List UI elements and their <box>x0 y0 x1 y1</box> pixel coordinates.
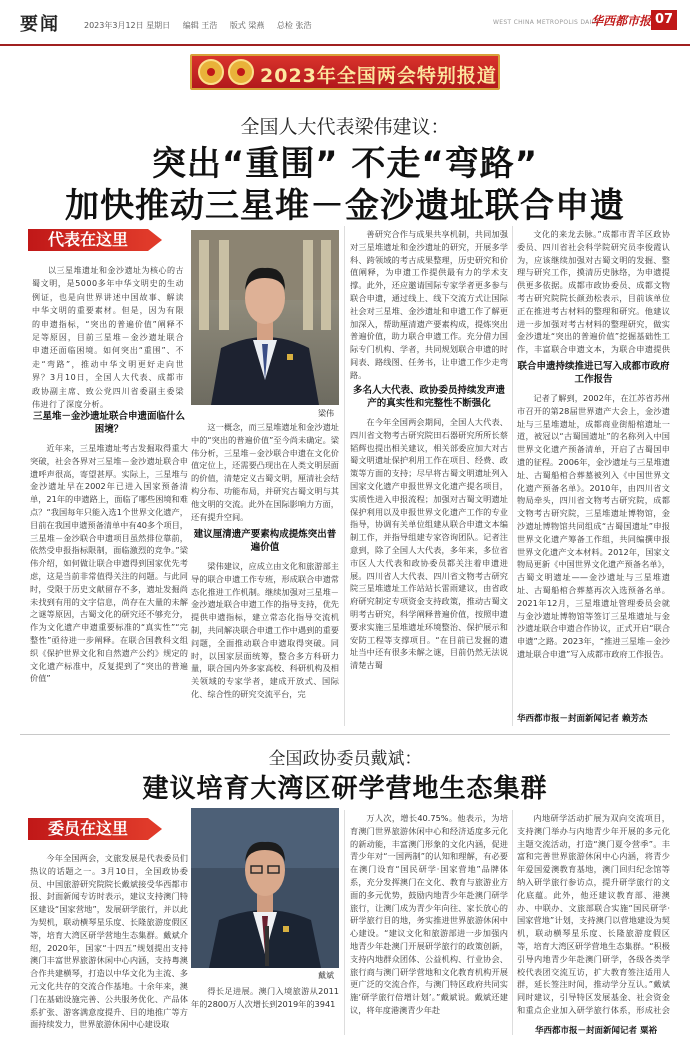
story1-col4-body2: 记者了解到，2002年，在江苏省苏州市召开的第28届世界遗产大会上，金沙遗址与三星堆遗址，成都商业街船棺遗址一道，被冠以“古蜀国遗址”的名称列入中国世界文化遗产预备清单，开启了古蜀国申遗的征程。2006年，金沙遗址与三星堆遗址、古蜀船棺合葬墓被列入《中国世界文化遗产预备名单》。2010年，由四川省文物局牵头，四川省文物考古研究院，成都文物考古研究院，三星堆遗址博物馆，金沙遗址博物馆共同组成“古蜀国遗址”申报世界文化遗产筹备工作组，共同编撰申报世界文化遗产文本材料。2012年，国家文物局更新《中国世界文化遗产预备名单》，古蜀文明遗址——金沙遗址与三星堆遗址、古蜀船棺合葬墓再次入选预备名单。2021年12月，三星堆遗址管理委员会就与金沙遗址博物馆等签订三星堆遗址与金沙遗址联合申遗合作协议，正式开启“联合申遗”之路。2023年，“推进三星堆－金沙遗址联合申遗”写入成都市政府工作报告。 <box>517 393 670 659</box>
dai-bin-photo-caption: 戴斌 <box>318 971 334 980</box>
issue-date: 2023年3月12日 星期日 <box>84 21 171 30</box>
story1-lead: 以三星堆遗址和金沙遗址为核心的古蜀文明，是5000多年中华文明史的生动例证，也是向世界讲述中国故事、解读中华文明的重要素材。但是，因为有限的申遗指标，“突出的普遍价值”阐释不足等原因，目前三星堆－金沙遗址联合申遗还面临困境。如何突出“重围”、不走“弯路”，推动中华文明更好走向世界？3月10日，全国人大代表、成都市政协副主席、致公党四川省委副主委梁伟进行了深度分析。 <box>32 266 184 410</box>
column-rule <box>344 810 345 1035</box>
banner-title: 2023年全国两会特别报道 <box>260 65 497 87</box>
story2-col4-body: 内地研学活动扩展为双向交流项目，支持澳门举办与内地青少年开展的多元化主题交流活动，打造“澳门夏令营季”。丰富和完善世界旅游休闲中心内涵，将青少年爱国爱澳教育基地，澳门回归纪念馆等纳入研学旅行参访点，提升研学旅行的文化底蕴。此外，他还建议教育部、港澳办、中联办、文旅部联合实施“国民研学·国家营地”计划，支持澳门以营地建设为契机，联动横琴星乐度、长隆旅游度假区等，培育大湾区研学营地生态集群。“积极引导内地青少年赴澳门研学，各级各类学校代表团交流互访，扩大教育签注适用人群，延长签注时间，推动学分互认。”戴斌同时建议，引导特区发展基金、社会资金和重点企业加入研学旅行体系，形成社会 <box>517 813 670 1015</box>
story2-byline: 华西都市报－封面新闻记者 粟裕 <box>535 1026 657 1036</box>
page-number: 07 <box>651 10 677 30</box>
dai-bin-photo <box>191 808 339 968</box>
story1-col2-body2: 梁伟建议，应成立由文化和旅游部主导的联合申遗工作专班，形成联合申遗常态化推进工作机制。继续加强对三星堆－金沙遗址联合申遗工作的指导支持，优先提供申遗指标，建立常态化指导交流机制，共同解决联合申遗工作中遇到的重要问题，全面推动联合申遗取得突破。同时，以国家层面统筹，整合多方科研力量，联合国内外多家高校、科研机构及相关领域的专家学者，建成开放式、国际化、综合性的研究交流平台，完 <box>191 561 339 699</box>
national-emblem-icon <box>198 59 224 85</box>
story2-headline: 建议培育大湾区研学营地生态集群 <box>142 774 548 804</box>
story1-col2-body: 这一概念，而三星堆遗址和金沙遗址中的“突出的普遍价值”至今尚未确定。梁伟分析，三星堆－金沙联合申遗在文化价值定位上，还需要凸现出在人类文明层面的价值，清楚定义古蜀文明，厘清社会结构分布、功能布局，并研究古蜀文明与其他文明的交流。此外在国际影响力方面，还有提升空间。 <box>191 422 339 522</box>
page-header <box>0 0 690 46</box>
story1-headline-line1: 突出“重围” 不走“弯路” <box>151 144 539 184</box>
column-rule <box>344 226 345 726</box>
story1-subhead-2: 建议厘清遗产要素构成提炼突出普遍价值 <box>193 529 337 553</box>
section-name: 要闻 <box>20 14 60 35</box>
story1-byline: 华西都市报－封面新闻记者 赖芳杰 <box>517 714 648 724</box>
editor-credit: 编辑 王浩 <box>182 21 218 30</box>
story1-headline-line2: 加快推动三星堆－金沙遗址联合申遗 <box>65 186 625 226</box>
liang-wei-photo <box>191 230 339 405</box>
story2-section-label: 委员在这里 <box>28 818 148 840</box>
paper-logo: 华西都市报 <box>591 14 652 28</box>
story2-kicker: 全国政协委员戴斌： <box>268 749 422 769</box>
issue-meta <box>84 20 321 31</box>
cppcc-emblem-icon <box>228 59 254 85</box>
story1-kicker: 全国人大代表梁伟建议： <box>240 116 450 138</box>
column-rule <box>512 810 513 1035</box>
paper-english-name: WEST CHINA METROPOLIS DAILY <box>493 19 599 26</box>
designer-credit: 版式 梁燕 <box>229 21 265 30</box>
story1-subhead-3: 多名人大代表、政协委员持续发声遗产的真实性和完整性不断强化 <box>352 385 505 409</box>
story-divider <box>20 734 670 735</box>
special-report-banner <box>190 54 500 90</box>
story1-subhead-4: 联合申遗持续推进已写入成都市政府工作报告 <box>517 361 670 385</box>
story1-col3-body: 善研究合作与成果共享机制，共同加强对三星堆遗址和金沙遗址的研究，开展多学科、跨领域的考古成果整理，历史研究和价值阐释，为申遗工作提供最有力的学术支撑。此外，还应邀请国际专家学者更多参与联合申遗，通过线上、线下交流方式让国际社会对三星堆、金沙遗址和申遗工作了解更加深入，帮助厘清遗产要素构成，提炼突出普遍价值，助力联合申遗工作。充分借力国际专门机构、学者，共同规划联合申遗的时间表、路线图、任务书，让申遗工作少走弯路。 <box>350 229 508 380</box>
story1-col1-body: 近年来，三星堆遗址考古发掘取得重大突破，社会各界对三星堆－金沙遗址联合申遗呼声很高，寄望甚厚。实际上，三星堆与金沙遗址早在2002年已进入国家预备清单，21年的申遗路上，面临了哪些困境和难点？“我国每年只能入选1个世界文化遗产，目前在我国申遗预备清单中有40多个项目，三星堆－金沙联合申遗项目虽然排位靠前，依然受申报指标限制，面临激烈的竞争。”梁伟介绍，如何做让联合申遗得到国家优先考虑，这是当前非常值得关注的问题。与此同时，受限于历史文献留存不多，遗址发掘尚未找到有用的文字信息，尚存在大量的未解之谜等原因，古蜀文化的研究还不够充分，作为文化遗产申遗重要标准的“真实性”“完整性”亟待进一步阐释。在联合国教科文组织《保护世界文化和自然遗产公约》规定的文化遗产标准中，反复提到了“突出的普遍价值” <box>30 443 188 684</box>
story1-subhead-1: 三星堆－金沙遗址联合申遗面临什么困境？ <box>32 411 185 435</box>
story2-col2-body: 得长足进展。澳门入境旅游从2011年的2800万人次增长到2019年的3941 <box>191 986 339 1009</box>
story1-col4-body: 文化的来龙去脉。”成都市青羊区政协委员、四川省社会科学院研究员李俊霞认为，应该继续加强对古蜀文明的发掘、整理与研究工作，摸清历史脉络，为申遗提供更多依据。成都市政协委员、成都文物考古研究院院长颜劲松表示，目前该单位正在推进考古材料的整理和研究。他建议进一步加强对考古材料的整理研究，做实金沙遗址“突出的普遍价值”挖掘基础性工作，丰富联合申遗文本，为联合申遗提供 <box>517 229 670 354</box>
column-rule <box>512 226 513 726</box>
story2-col3-body: 万人次，增长40.75%。他表示，为培育澳门世界旅游休闲中心和经济适度多元化的新动能，丰富澳门形象的文化内涵，促进青少年对“一国两制”的认知和理解，有必要在澳门设育“国民研学·国家营地”品牌体系，充分发挥澳门在文化、教育与旅游业方面的多元优势，鼓励内地青少年赴澳门研学旅行，让澳门成为青少年向往、家长放心的研学旅行目的地，务实推进世界旅游休闲中心建设。“建议文化和旅游部进一步加强内地青少年赴澳门开展研学旅行的政策创新，支持内地群众团体、公益机构、行业协会、旅行商与澳门研学营地和文化教育机构开展更广泛的交流合作，与澳门特区政府共同实施‘研学旅行倍增计划’。”戴斌说。戴斌还建议，将年度港澳青少年赴 <box>350 813 508 1015</box>
story2-col1-body: 今年全国两会，文旅发展是代表委员们热议的话题之一。3月10日，全国政协委员、中国旅游研究院院长戴斌接受华西都市报、封面新闻专访时表示，建议支持澳门特区建设“国家营地”，发展研学旅行，并以此为契机，联动横琴星乐度、长隆旅游度假区等，培育大湾区研学营地生态集群。戴斌介绍，2020年，国家“十四五”规划提出支持澳门丰富世界旅游休闲中心内涵，支持粤澳合作共建横琴，打造以中华文化为主流、多元文化共存的交流合作基地。十余年来，澳门在基础设施完善、公共服务优化、产品体系扩张、游客满意度提升、目的地推广等方面持续发力，世界旅游休闲中心建设取 <box>30 853 188 1030</box>
checker-credit: 总检 张浩 <box>276 21 312 30</box>
story1-section-label: 代表在这里 <box>28 229 148 251</box>
liang-wei-photo-caption: 梁伟 <box>318 409 334 418</box>
story1-col3-body2: 在今年全国两会期间，全国人大代表、四川省文物考古研究院田石器研究所所长蔡韬辉也提出相关建议，相关部委应加大对古蜀文明遗址保护利用工作在项目、经费、政策等方面的支持；尽早将古蜀文明遗址列入国家文化遗产申报世界文化遗产提名项目，实质性进入申报流程；加强对古蜀文明遗址保护利用以及申报世界文化遗产工作的专业指导，协调有关单位组建从联合申遗文本编制工作，并指导组建专家咨询团队。记者注意到，除了全国人大代表，多年来，多位省市区人大代表和政协委员都关注着申遗进展。四川省人大代表、四川省文物考古研究院三星堆遗址工作站站长雷雨建议，由省政府研究制定专项资金支持政策，推动古蜀文明考古研究，科学阐释普遍价值，按照申遗要求实施三星堆遗址环境整治、保护展示和安防工程等支撑项目。“在目前已发掘的遗址当中还有很多未解之谜，目前仍然无法说清楚古蜀 <box>350 417 508 671</box>
